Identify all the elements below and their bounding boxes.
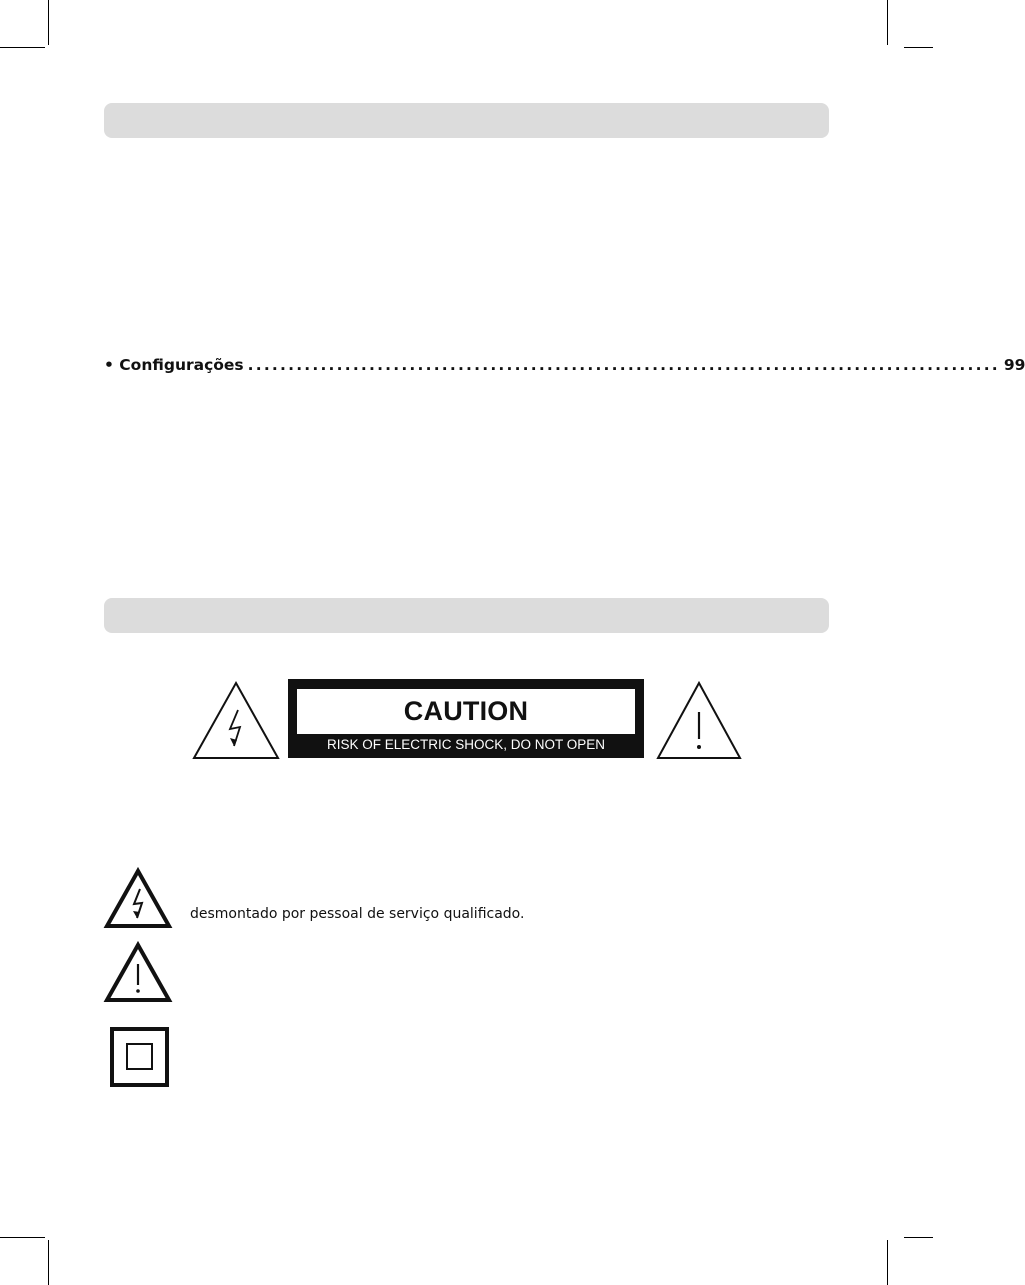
section-header-bar bbox=[104, 598, 829, 633]
caution-title-panel bbox=[297, 689, 635, 734]
lightning-triangle-icon bbox=[104, 868, 172, 930]
lightning-triangle-icon bbox=[191, 680, 281, 760]
caution-title: CAUTION bbox=[403, 696, 529, 726]
exclamation-triangle-icon bbox=[655, 680, 743, 760]
crop-mark bbox=[887, 0, 888, 45]
crop-mark bbox=[48, 1240, 49, 1285]
exclamation-triangle-icon bbox=[104, 942, 172, 1004]
toc-page-number: 99 bbox=[1003, 356, 1025, 374]
toc-entry[interactable] bbox=[104, 356, 1025, 378]
crop-mark bbox=[0, 1237, 45, 1238]
symbol-row bbox=[104, 868, 829, 930]
symbol-row bbox=[104, 1027, 829, 1089]
caution-label bbox=[191, 679, 743, 761]
symbol-description: desmontado por pessoal de serviço qualificado. bbox=[190, 906, 525, 922]
toc-entry-label: • Configurações bbox=[104, 356, 244, 374]
crop-mark bbox=[48, 0, 49, 45]
crop-mark bbox=[887, 1240, 888, 1285]
symbol-row bbox=[104, 942, 829, 1004]
crop-mark bbox=[904, 1237, 933, 1238]
toc-leader-dots: ............................................................................................. bbox=[247, 356, 1000, 374]
caution-box bbox=[288, 679, 644, 758]
double-insulation-icon bbox=[104, 1027, 172, 1089]
section-header-bar bbox=[104, 103, 829, 138]
crop-mark bbox=[0, 47, 45, 48]
crop-mark bbox=[904, 47, 933, 48]
caution-subtitle: RISK OF ELECTRIC SHOCK, DO NOT OPEN bbox=[326, 737, 606, 752]
